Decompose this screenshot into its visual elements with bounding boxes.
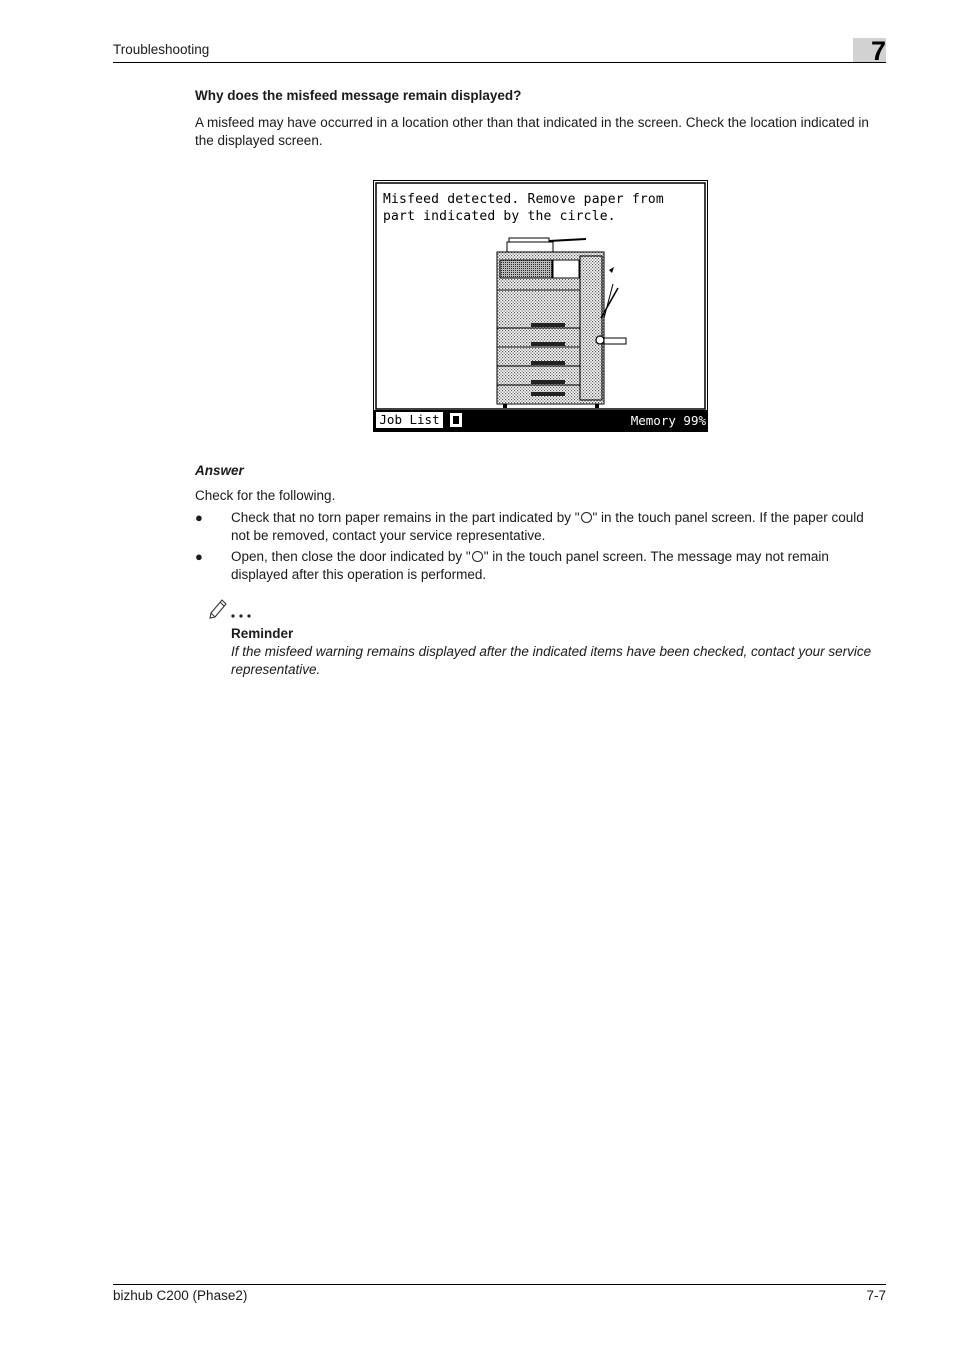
running-header-section: Troubleshooting — [113, 42, 210, 57]
memory-value: 99% — [683, 413, 706, 428]
list-item — [231, 509, 886, 545]
list-item — [231, 548, 886, 584]
question-heading: Why does the misfeed message remain displayed? — [195, 88, 522, 103]
list-item-text-before: Check that no torn paper remains in the part indicated by " — [231, 510, 580, 525]
circle-icon — [472, 551, 483, 562]
question-body: A misfeed may have occurred in a location other than that indicated in the screen. Check the location indicated in the displayed screen. — [195, 115, 869, 148]
circle-icon — [581, 512, 592, 523]
memory-status — [560, 413, 706, 429]
reminder-text: If the misfeed warning remains displayed after the indicated items have been checked, contact your service representative. — [231, 644, 872, 677]
footer-rule — [113, 1284, 886, 1285]
document-icon — [449, 412, 463, 428]
panel-message-line-1: Misfeed detected. Remove paper from — [383, 192, 664, 207]
list-item-text-after: " in the touch panel screen. The message may not remain displayed after this operation is performed. — [231, 549, 829, 582]
list-item-text-after: " in the touch panel screen. If the paper could not be removed, contact your service representative. — [231, 510, 864, 543]
memory-label: Memory — [630, 413, 676, 428]
pencil-icon-glyph — [207, 595, 255, 621]
answer-heading: Answer — [195, 463, 244, 478]
document-icon-glyph — [450, 413, 462, 427]
pencil-icon — [207, 595, 255, 626]
list-item-text-before: Open, then close the door indicated by " — [231, 549, 471, 564]
bullet-marker: ● — [195, 549, 203, 564]
reminder-heading: Reminder — [231, 626, 294, 641]
header-rule — [113, 62, 886, 63]
job-list-button[interactable]: Job List — [375, 411, 444, 429]
footer-page-number: 7-7 — [866, 1288, 886, 1303]
panel-message — [383, 192, 703, 225]
panel-message-line-2: part indicated by the circle. — [383, 208, 616, 224]
footer-product: bizhub C200 (Phase2) — [113, 1288, 248, 1303]
answer-intro: Check for the following. — [195, 488, 336, 503]
bullet-marker: ● — [195, 510, 203, 525]
chapter-number: 7 — [870, 36, 886, 66]
